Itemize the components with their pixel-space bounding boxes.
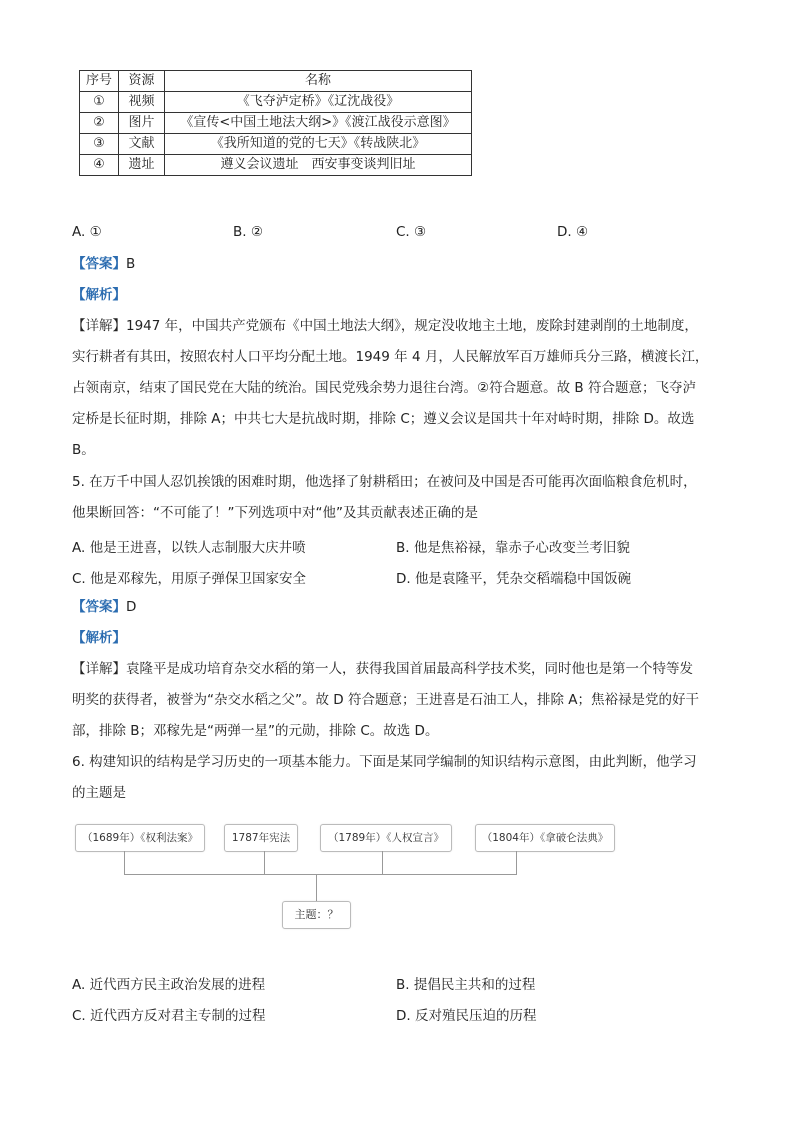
table-row bbox=[80, 155, 472, 176]
q5-analysis-tag: 【解析】 bbox=[72, 630, 126, 646]
table-cell: ② bbox=[80, 113, 119, 134]
q4-option-d: D. ④ bbox=[557, 224, 589, 240]
connector-line bbox=[316, 874, 317, 901]
q5-stem-line: 他果断回答：“不可能了！”下列选项中对“他”及其贡献表述正确的是 bbox=[72, 505, 478, 521]
q5-detail-line: 【详解】袁隆平是成功培育杂交水稻的第一人，获得我国首届最高科学技术奖，同时他也是第一个特等发 bbox=[72, 661, 693, 677]
answer-value: D bbox=[126, 599, 137, 615]
q5-answer bbox=[72, 597, 136, 617]
connector-line bbox=[516, 851, 517, 874]
q4-option-b: B. ② bbox=[233, 224, 263, 240]
q4-analysis-tag: 【解析】 bbox=[72, 287, 126, 303]
answer-tag: 【答案】 bbox=[72, 256, 126, 272]
q6-stem-line: 的主题是 bbox=[72, 785, 126, 801]
q6-option-c: C. 近代西方反对君主专制的过程 bbox=[72, 1008, 266, 1024]
table-row bbox=[80, 92, 472, 113]
diagram-box-napoleonic-code: （1804年）《拿破仑法典》 bbox=[475, 824, 615, 852]
connector-line bbox=[124, 874, 517, 875]
q6-option-d: D. 反对殖民压迫的历程 bbox=[396, 1008, 537, 1024]
table-cell: 遵义会议遗址 西安事变谈判旧址 bbox=[165, 155, 472, 176]
table-cell: 视频 bbox=[119, 92, 165, 113]
connector-line bbox=[124, 851, 125, 874]
table-header: 名称 bbox=[165, 71, 472, 92]
q4-detail-line: 定桥是长征时期，排除 A；中共七大是抗战时期，排除 C；遵义会议是国共十年对峙时期，排除 D。故选 bbox=[72, 411, 695, 427]
table-cell: ③ bbox=[80, 134, 119, 155]
q5-option-d: D. 他是袁隆平，凭杂交稻端稳中国饭碗 bbox=[396, 571, 631, 587]
q6-stem-line: 6. 构建知识的结构是学习历史的一项基本能力。下面是某同学编制的知识结构示意图，由此判断，他学习 bbox=[72, 754, 697, 770]
q5-option-c: C. 他是邓稼先，用原子弹保卫国家安全 bbox=[72, 571, 307, 587]
table-cell: 《我所知道的党的七天》《转战陕北》 bbox=[165, 134, 472, 155]
table-header: 资源 bbox=[119, 71, 165, 92]
q4-option-c: C. ③ bbox=[396, 224, 427, 240]
q5-detail-line: 部，排除 B；邓稼先是“两弹一星”的元勋，排除 C。故选 D。 bbox=[72, 723, 439, 739]
diagram-box-declaration-rights: （1789年）《人权宣言》 bbox=[320, 824, 452, 852]
q4-option-a: A. ① bbox=[72, 224, 102, 240]
table-cell: 文献 bbox=[119, 134, 165, 155]
table-cell: 《飞夺泸定桥》《辽沈战役》 bbox=[165, 92, 472, 113]
connector-line bbox=[264, 851, 265, 874]
table-header: 序号 bbox=[80, 71, 119, 92]
q5-stem-line: 5. 在万千中国人忍饥挨饿的困难时期，他选择了射耕稻田；在被问及中国是否可能再次面临粮食危机时， bbox=[72, 474, 697, 490]
q5-detail-line: 明奖的获得者，被誉为“杂交水稻之父”。故 D 符合题意；王进喜是石油工人，排除 A；焦裕禄是党的好干 bbox=[72, 692, 699, 708]
table-cell: 遗址 bbox=[119, 155, 165, 176]
table-row bbox=[80, 113, 472, 134]
table-cell: ① bbox=[80, 92, 119, 113]
q4-answer bbox=[72, 254, 135, 274]
resource-table bbox=[79, 70, 472, 176]
diagram-box-bill-of-rights: （1689年）《权利法案》 bbox=[75, 824, 205, 852]
q4-detail-line: 实行耕者有其田，按照农村人口平均分配土地。1949 年 4 月，人民解放军百万雄师兵分三路，横渡长江， bbox=[72, 349, 709, 365]
table-cell: 《宣传<中国土地法大纲>》《渡江战役示意图》 bbox=[165, 113, 472, 134]
table-cell: 图片 bbox=[119, 113, 165, 134]
table-header-row bbox=[80, 71, 472, 92]
table-row bbox=[80, 134, 472, 155]
answer-tag: 【答案】 bbox=[72, 599, 126, 615]
answer-value: B bbox=[126, 256, 136, 272]
q4-detail-line: 占领南京，结束了国民党在大陆的统治。国民党残余势力退往台湾。②符合题意。故 B 符合题意；飞夺泸 bbox=[72, 380, 696, 396]
connector-line bbox=[382, 851, 383, 874]
q4-detail-line: B。 bbox=[72, 442, 95, 458]
q6-option-a: A. 近代西方民主政治发展的进程 bbox=[72, 977, 266, 993]
table-cell: ④ bbox=[80, 155, 119, 176]
q5-option-b: B. 他是焦裕禄，靠赤子心改变兰考旧貌 bbox=[396, 540, 630, 556]
q6-option-b: B. 提倡民主共和的过程 bbox=[396, 977, 536, 993]
diagram-box-1787-constitution: 1787年宪法 bbox=[224, 824, 298, 852]
q5-option-a: A. 他是王进喜，以铁人志制服大庆井喷 bbox=[72, 540, 306, 556]
diagram-center-topic: 主题：？ bbox=[282, 901, 351, 929]
q4-detail-line: 【详解】1947 年，中国共产党颁布《中国土地法大纲》，规定没收地主土地，废除封建剥削的土地制度， bbox=[72, 318, 698, 334]
